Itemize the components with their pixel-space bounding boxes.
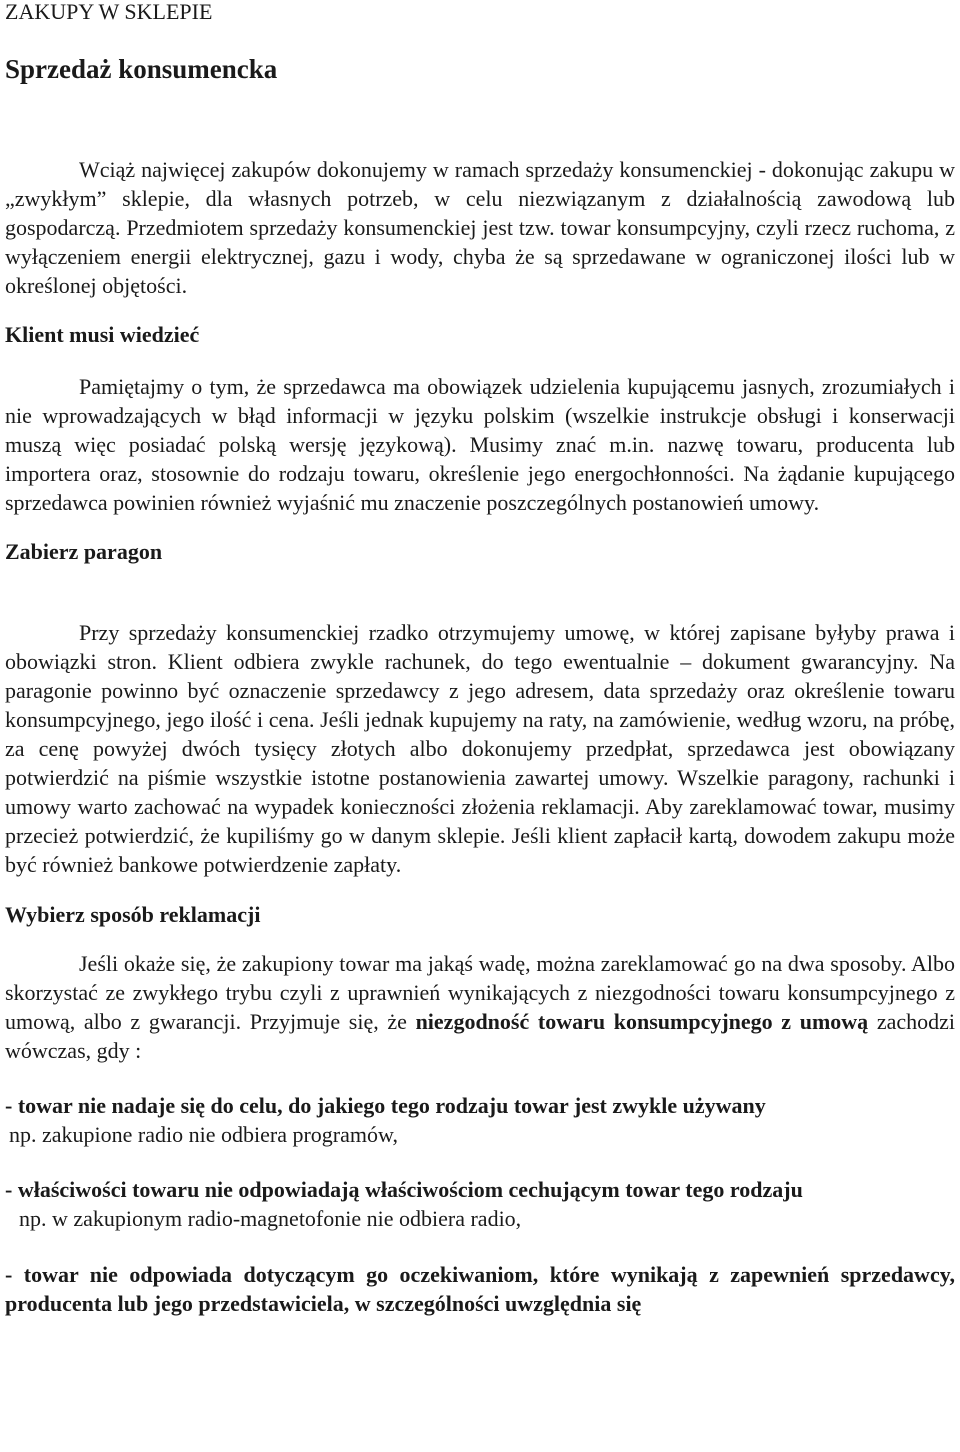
condition-example: np. w zakupionym radio-magnetofonie nie odbiera radio, [19, 1206, 522, 1231]
condition-title: - właściwości towaru nie odpowiadają właściwościom cechującym towar tego rodzaju [5, 1177, 803, 1202]
complaint-paragraph-start: Jeśli okaże się, że zakupiony towar ma jakąś wadę, można zareklamować go na dwa sposoby. Albo skorzystać ze zwykłego trybu czyli z uprawnień wynikających z niezgodności towaru konsumpcyjnego z umową, albo z gwarancji. Przyjmuje się, że [5, 951, 955, 1034]
document-page [5, 0, 955, 1318]
receipt-heading: Zabierz paragon [5, 539, 163, 564]
document-header: ZAKUPY W SKLEPIE [5, 0, 213, 24]
complaint-paragraph [5, 949, 955, 1065]
condition-title: - towar nie odpowiada dotyczącym go oczekiwaniom, które wynikają z zapewnień sprzedawcy, producenta lub jego przedstawiciela, w szczególności uwzględnia się [5, 1262, 955, 1316]
complaint-paragraph-end: zachodzi wówczas, gdy : [5, 1009, 955, 1063]
complaint-paragraph-bold: niezgodność towaru konsumpcyjnego z umową [415, 1009, 869, 1034]
client-paragraph: Pamiętajmy o tym, że sprzedawca ma obowiązek udzielenia kupującemu jasnych, zrozumiałych i nie wprowadzających w błąd informacji w języku polskim (wszelkie instrukcje obsługi i konserwacji muszą więc posiadać polską wersję językową). Musimy znać m.in. nazwę towaru, producenta lub importera oraz, stosownie do rodzaju towaru, określenie jego energochłonności. Na żądanie kupującego sprzedawca powinien również wyjaśnić mu znaczenie poszczególnych postanowień umowy. [5, 374, 955, 515]
condition-item [5, 1175, 955, 1233]
condition-title: - towar nie nadaje się do celu, do jakiego tego rodzaju towar jest zwykle używany [5, 1093, 766, 1118]
receipt-paragraph: Przy sprzedaży konsumenckiej rzadko otrzymujemy umowę, w której zapisane byłyby prawa i obowiązki stron. Klient odbiera zwykle rachunek, do tego ewentualnie – dokument gwarancyjny. Na paragonie powinno być oznaczenie sprzedawcy z jego adresem, data sprzedaży oraz określenie towaru konsumpcyjnego, jego ilość i cena. Jeśli jednak kupujemy na raty, na zamówienie, według wzoru, na próbę, za cenę powyżej dwóch tysięcy złotych albo dokonujemy przedpłat, sprzedawca jest obowiązany potwierdzić na piśmie wszystkie istotne postanowienia zawartej umowy. Wszelkie paragony, rachunki i umowy warto zachować na wypadek konieczności złożenia reklamacji. Aby zareklamować towar, musimy przecież potwierdzić, że kupiliśmy go w danym sklepie. Jeśli klient zapłacił kartą, dowodem zakupu może być również bankowe potwierdzenie zapłaty. [5, 620, 955, 877]
condition-item [5, 1091, 955, 1149]
document-title: Sprzedaż konsumencka [5, 54, 278, 84]
condition-example: np. zakupione radio nie odbiera programów, [9, 1122, 398, 1147]
condition-item [5, 1260, 955, 1318]
intro-paragraph: Wciąż najwięcej zakupów dokonujemy w ramach sprzedaży konsumenckiej - dokonując zakupu w „zwykłym” sklepie, dla własnych potrzeb, w celu niezwiązanym z działalnością zawodową lub gospodarczą. Przedmiotem sprzedaży konsumenckiej jest tzw. towar konsumpcyjny, czyli rzecz ruchoma, z wyłączeniem energii elektrycznej, gazu i wody, chyba że są sprzedawane w ograniczonej ilości lub w określonej objętości. [5, 157, 955, 298]
client-heading: Klient musi wiedzieć [5, 322, 200, 347]
complaint-heading: Wybierz sposób reklamacji [5, 902, 261, 927]
